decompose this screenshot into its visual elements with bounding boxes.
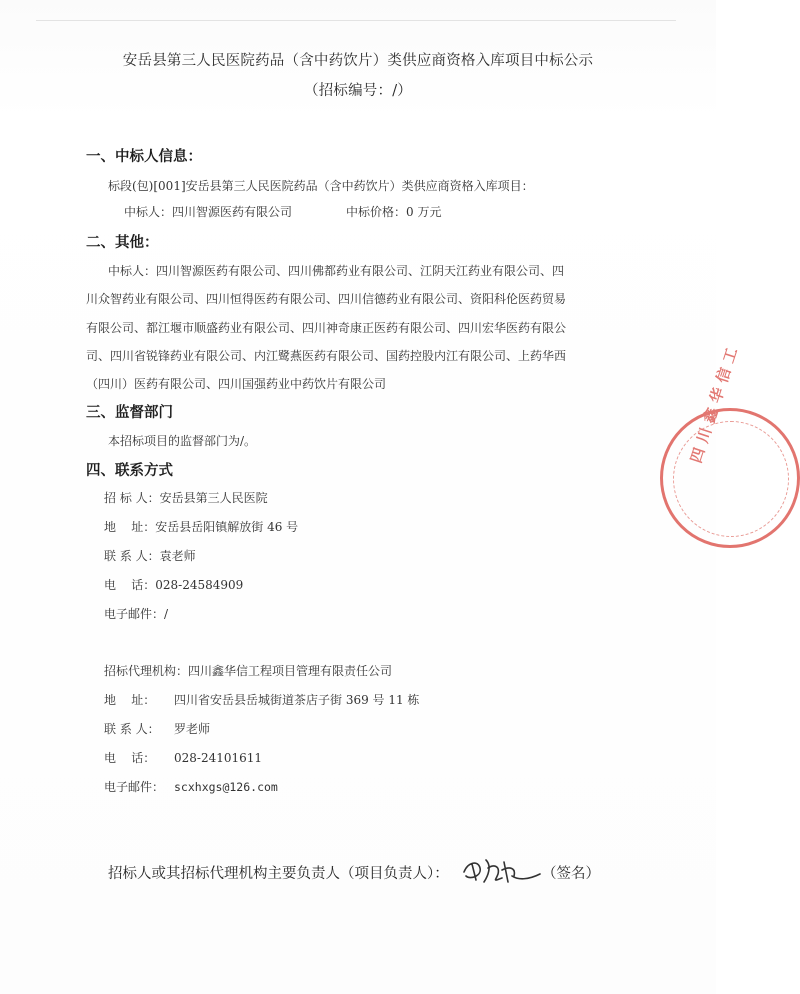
contact-label: 联 系 人：	[104, 549, 160, 563]
section4-heading: 四、联系方式	[86, 462, 173, 479]
agency-row	[104, 720, 210, 737]
section1-heading: 一、中标人信息：	[86, 148, 202, 165]
winner-line	[124, 203, 292, 220]
contact-value: scxhxgs@126.com	[174, 780, 278, 794]
agency-row	[104, 778, 278, 795]
price-line	[346, 203, 441, 220]
contact-value: 028-24101611	[174, 751, 263, 765]
company-seal-stamp	[660, 339, 800, 548]
agency-row	[104, 691, 419, 708]
contact-value: 罗老师	[174, 722, 211, 736]
contact-label: 招 标 人：	[104, 491, 160, 505]
agency-row	[104, 749, 262, 766]
winner-value: 四川智源医药有限公司	[172, 205, 293, 219]
contact-label: 招标代理机构：	[104, 664, 189, 678]
contact-value: 安岳县岳阳镇解放街 46 号	[155, 520, 299, 534]
contact-value: 袁老师	[159, 549, 196, 563]
contact-label: 地 址：	[104, 693, 156, 707]
price-label: 中标价格：	[346, 205, 407, 219]
winners-list-line: 司、四川省锐锋药业有限公司、内江鹭燕医药有限公司、国药控股内江有限公司、上药华西	[86, 349, 567, 363]
contact-label: 联 系 人：	[104, 722, 160, 736]
contact-value: 028-24584909	[155, 578, 244, 592]
handwritten-signature	[458, 846, 542, 890]
supervision-text: 本招标项目的监督部门为/。	[108, 434, 257, 448]
contact-label: 电 话：	[104, 578, 156, 592]
tenderer-row	[104, 518, 298, 535]
section2-heading: 二、其他：	[86, 234, 159, 251]
winners-list-line: （四川）医药有限公司、四川国强药业中药饮片有限公司	[86, 377, 387, 391]
contact-label: 电子邮件：	[104, 607, 165, 621]
winner-label: 中标人：	[124, 205, 173, 219]
contact-value: 安岳县第三人民医院	[159, 491, 268, 505]
winners-list-line: 有限公司、都江堰市顺盛药业有限公司、四川神奇康正医药有限公司、四川宏华医药有限公	[86, 321, 567, 335]
agency-row	[104, 662, 392, 679]
page-top-rule	[36, 20, 676, 21]
contact-label: 电子邮件：	[104, 780, 165, 794]
tenderer-row	[104, 576, 243, 593]
signatory-label: 招标人或其招标代理机构主要负责人（项目负责人）：	[108, 866, 449, 882]
contact-label: 电 话：	[104, 751, 156, 765]
section3-heading: 三、监督部门	[86, 404, 173, 421]
winners-list-line: 川众智药业有限公司、四川恒得医药有限公司、四川信德药业有限公司、资阳科伦医药贸易	[86, 292, 567, 306]
tenderer-row	[104, 605, 168, 622]
signature-suffix: （签名）	[542, 866, 600, 882]
contact-value: 四川省安岳县岳城街道茶店子街 369 号 11 栋	[174, 693, 420, 707]
contact-label: 地 址：	[104, 520, 156, 534]
winners-list-line: 中标人：四川智源医药有限公司、四川佛都药业有限公司、江阴天江药业有限公司、四	[108, 264, 565, 278]
document-title: 安岳县第三人民医院药品（含中药饮片）类供应商资格入库项目中标公示	[122, 53, 594, 69]
seal-text: 四川鑫华信工	[686, 339, 743, 466]
contact-value: /	[164, 607, 169, 621]
tenderer-row	[104, 547, 196, 564]
contact-value: 四川鑫华信工程项目管理有限责任公司	[188, 664, 393, 678]
tenderer-row	[104, 489, 268, 506]
bid-number: （招标编号：/）	[304, 83, 412, 99]
price-value: 0 万元	[406, 205, 442, 219]
lot-line: 标段(包)[001]安岳县第三人民医院药品（含中药饮片）类供应商资格入库项目：	[108, 179, 534, 193]
